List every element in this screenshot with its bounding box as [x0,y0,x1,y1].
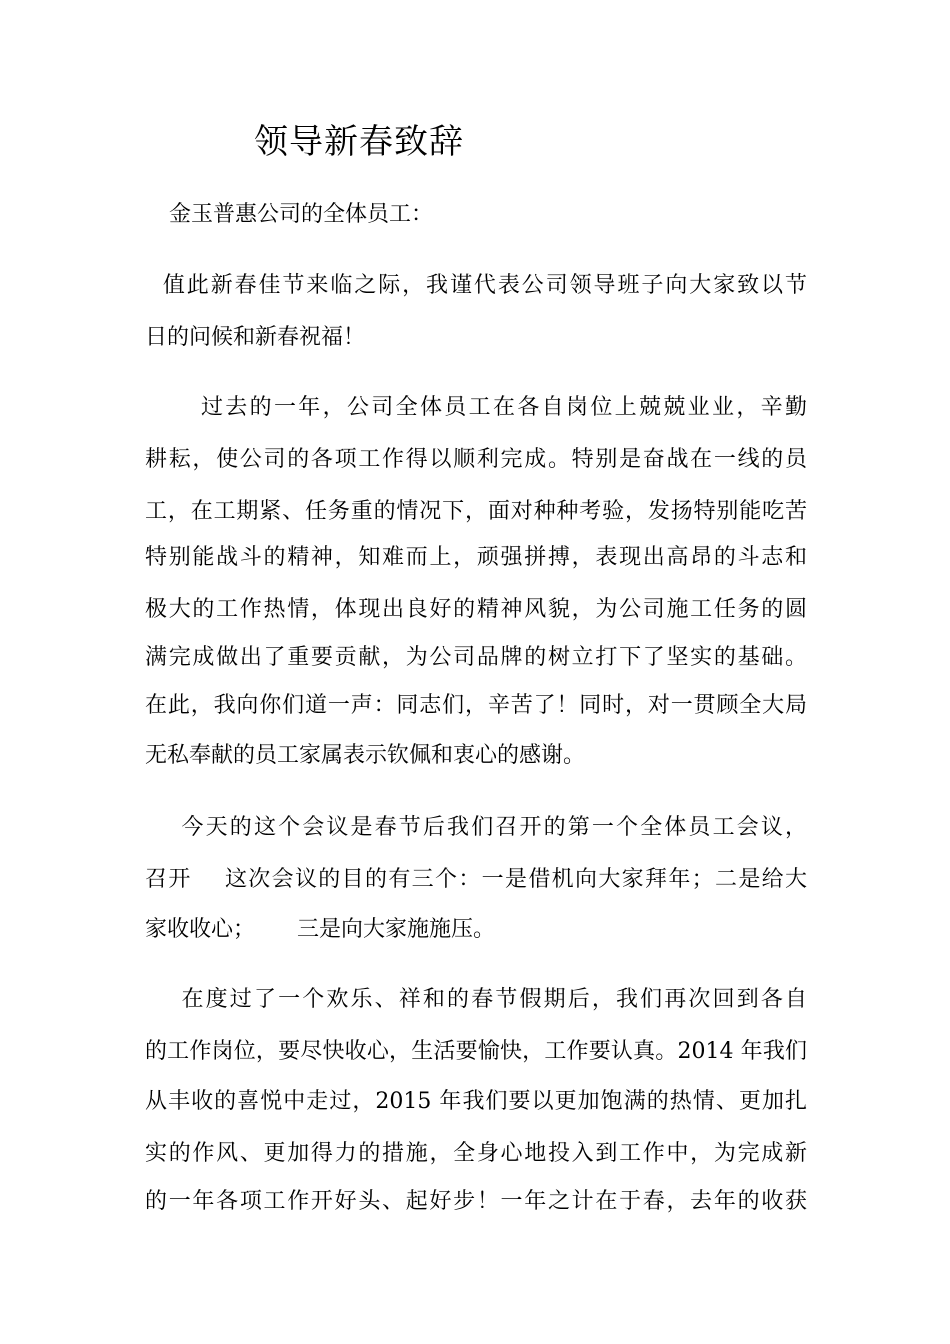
paragraph-2-line-1: 过去的一年，公司全体员工在各自岗位上兢兢业业，辛勤 [145,395,807,420]
paragraph-2-line-3: 工，在工期紧、任务重的情况下，面对种种考验，发扬特别能吃苦 [145,499,807,524]
paragraph-4-line-2: 的工作岗位，要尽快收心，生活要愉快，工作要认真。2014 年我们 [145,1039,807,1064]
paragraph-2-line-4: 特别能战斗的精神，知难而上，顽强拼搏，表现出高昂的斗志和 [145,545,807,570]
paragraph-2-line-8: 无私奉献的员工家属表示钦佩和衷心的感谢。 [145,743,586,768]
paragraph-2-line-5: 极大的工作热情，体现出良好的精神风貌，为公司施工任务的圆 [145,597,807,622]
paragraph-1-line-2: 日的问候和新春祝福！ [145,325,366,350]
paragraph-3-line-3: 家收收心； 三是向大家施施压。 [145,917,495,942]
paragraph-2-line-2: 耕耘，使公司的各项工作得以顺利完成。特别是奋战在一线的员 [145,447,807,472]
salutation: 金玉普惠公司的全体员工： [169,202,434,227]
paragraph-2-line-6: 满完成做出了重要贡献，为公司品牌的树立打下了坚实的基础。 [145,645,807,670]
paragraph-4-line-4: 实的作风、更加得力的措施，全身心地投入到工作中，为完成新 [145,1141,807,1166]
paragraph-1-line-1: 值此新春佳节来临之际，我谨代表公司领导班子向大家致以节 [145,273,807,298]
paragraph-3-line-1: 今天的这个会议是春节后我们召开的第一个全体员工会议， [145,815,807,840]
paragraph-4-line-5: 的一年各项工作开好头、起好步！一年之计在于春，去年的收获 [145,1189,807,1214]
paragraph-4-line-3: 从丰收的喜悦中走过，2015 年我们要以更加饱满的热情、更加扎 [145,1089,807,1114]
document-title: 领导新春致辞 [254,122,464,162]
paragraph-3-line-2: 召开 这次会议的目的有三个：一是借机向大家拜年；二是给大 [145,867,807,892]
paragraph-2-line-7: 在此，我向你们道一声：同志们，辛苦了！同时，对一贯顾全大局 [145,693,807,718]
paragraph-4-line-1: 在度过了一个欢乐、祥和的春节假期后，我们再次回到各自 [145,987,807,1012]
